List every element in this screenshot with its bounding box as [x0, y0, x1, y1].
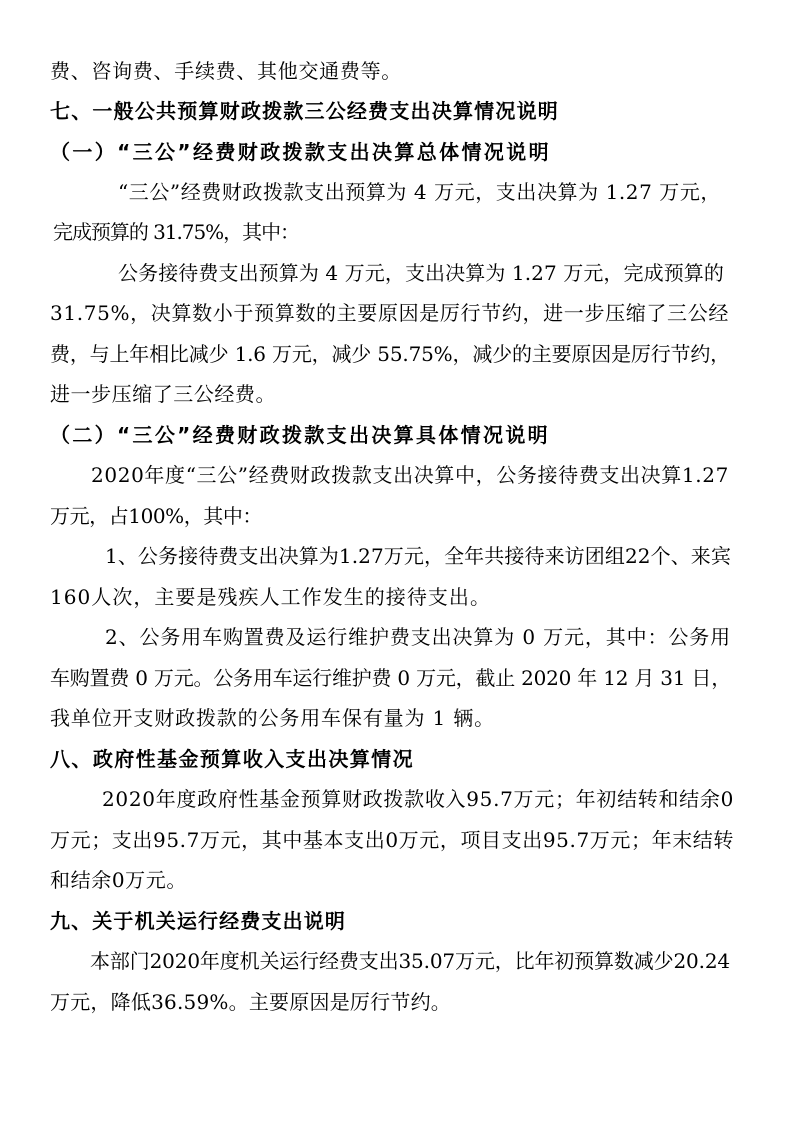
text-line: 进一步压缩了三公经费。 [50, 382, 276, 406]
text-line: “三公”经费财政拨款支出预算为 4 万元，支出决算为 1.27 万元， [118, 180, 721, 204]
text-line: 费，与上年相比减少 1.6 万元，减少 55.75%，减少的主要原因是厉行节约， [50, 342, 730, 366]
section-heading-7: 七、一般公共预算财政拨款三公经费支出决算情况说明 [50, 99, 559, 123]
text-line: 2020年度政府性基金预算财政拨款收入95.7万元；年初结转和结余0 [102, 787, 734, 811]
section-heading-8: 八、政府性基金预算收入支出决算情况 [50, 747, 414, 771]
text-line: 费、咨询费、手续费、其他交通费等。 [50, 59, 402, 83]
text-line: 万元；支出95.7万元，其中基本支出0万元，项目支出95.7万元；年末结转 [50, 828, 734, 852]
text-line: 本部门2020年度机关运行经费支出35.07万元，比年初预算数减少20.24 [90, 949, 730, 973]
text-line: 160人次，主要是残疾人工作发生的接待支出。 [50, 585, 491, 609]
text-line: 2、公务用车购置费及运行维护费支出决算为 0 万元，其中：公务用 [105, 625, 731, 649]
text-line: 车购置费 0 万元。公务用车运行维护费 0 万元，截止 2020 年 12 月 31 日， [50, 666, 731, 690]
text-line: 公务接待费支出预算为 4 万元，支出决算为 1.27 万元，完成预算的 [118, 261, 724, 285]
text-line: 万元，占100%，其中： [50, 504, 262, 528]
text-line: 2020年度“三公”经费财政拨款支出决算中，公务接待费支出决算1.27 [91, 463, 729, 487]
text-line: 和结余0万元。 [50, 868, 187, 892]
text-line: 万元，降低36.59%。主要原因是厉行节约。 [50, 990, 451, 1014]
text-line: 1、公务接待费支出决算为1.27万元，全年共接待来访团组22个、来宾 [105, 544, 731, 568]
text-line: 我单位开支财政拨款的公务用车保有量为 1 辆。 [50, 706, 495, 730]
text-line: 完成预算的 31.75%，其中： [53, 220, 299, 244]
subsection-heading-7-1: （一）“三公”经费财政拨款支出决算总体情况说明 [50, 140, 551, 164]
text-line: 31.75%，决算数小于预算数的主要原因是厉行节约，进一步压缩了三公经 [50, 301, 729, 325]
subsection-heading-7-2: （二）“三公”经费财政拨款支出决算具体情况说明 [50, 423, 550, 447]
section-heading-9: 九、关于机关运行经费支出说明 [50, 909, 346, 933]
